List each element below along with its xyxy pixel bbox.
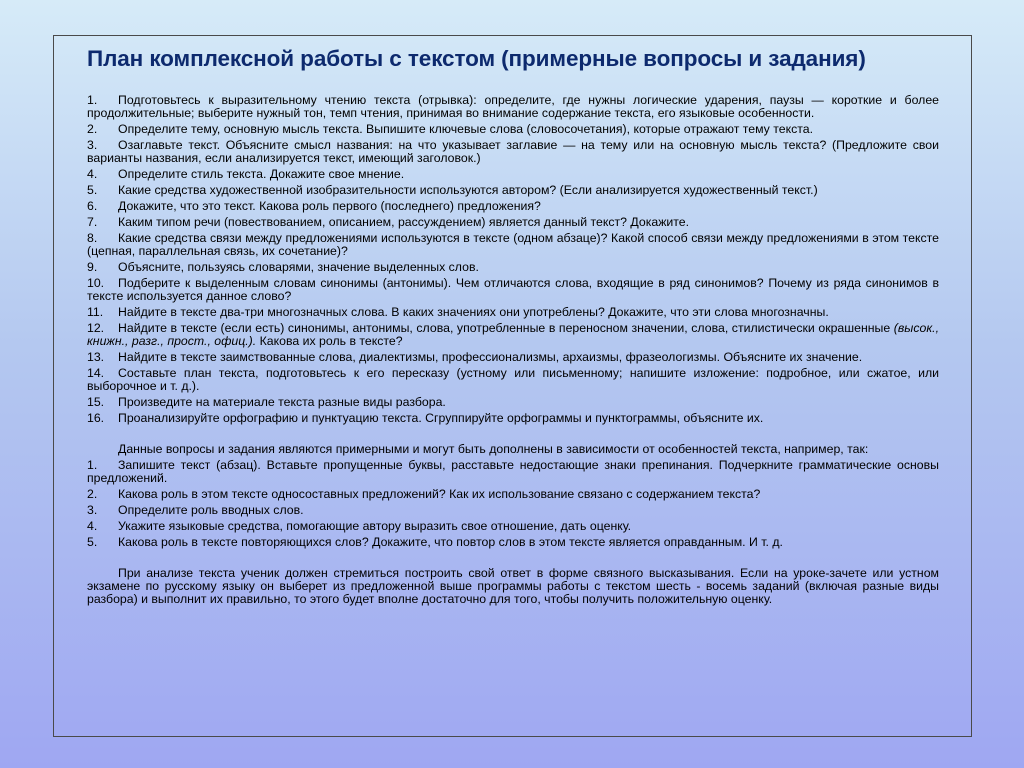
list-item: 16. Проанализируйте орфографию и пунктуацию текста. Сгруппируйте орфограммы и пунктограммы, объясните их.	[87, 411, 764, 425]
questions-list	[87, 94, 939, 425]
list-item: 7. Каким типом речи (повествованием, описанием, рассуждением) является данный текст? Докажите.	[87, 215, 690, 229]
list-item: 5. Какие средства художественной изобразительности используются автором? (Если анализируется художественный текст.)	[87, 183, 818, 197]
conclusion-paragraph: При анализе текста ученик должен стремиться построить свой ответ в форме связного высказывания. Если на уроке-зачете или устном экзамене по русскому языку он выберет из предложенной выше программы работы с текстом шесть - восемь заданий (включая разные виды разбора) и выполнит их правильно, то этого будет вполне достаточно для того, чтобы получить положительную оценку.	[87, 566, 939, 606]
spacer	[87, 428, 939, 443]
spacer	[87, 552, 939, 567]
list-item: 11. Найдите в тексте два-три многозначных слова. В каких значениях они употреблены? Докажите, что эти слова многозначны.	[87, 305, 829, 319]
list-item: 1. Запишите текст (абзац). Вставьте пропущенные буквы, расставьте недостающие знаки препинания. Подчеркните грамматические основы предложений.	[87, 458, 939, 485]
list-item: 3. Озаглавьте текст. Объясните смысл названия: на что указывает заглавие — на тему или на основную мысль текста? (Предложите свои варианты названия, если анализируется текст, имеющий заголовок.)	[87, 138, 939, 165]
list-item: 4. Определите стиль текста. Докажите свое мнение.	[87, 167, 405, 181]
list-item: 1. Подготовьтесь к выразительному чтению текста (отрывка): определите, где нужны логические ударения, паузы — короткие и более продолжительные; выберите нужный тон, темп чтения, принимая во внимание содержание текста, его языковые особенности.	[87, 93, 939, 120]
list-item: 6. Докажите, что это текст. Какова роль первого (последнего) предложения?	[87, 199, 541, 213]
list-item: 3. Определите роль вводных слов.	[87, 503, 304, 517]
list-item: 2. Определите тему, основную мысль текста. Выпишите ключевые слова (словосочетания), которые отражают тему текста.	[87, 122, 813, 136]
page-title: План комплексной работы с текстом (примерные вопросы и задания)	[87, 46, 866, 71]
list-item: 9. Объясните, пользуясь словарями, значение выделенных слов.	[87, 260, 479, 274]
list-item: 13. Найдите в тексте заимствованные слова, диалектизмы, профессионализмы, архаизмы, фразеологизмы. Объясните их значение.	[87, 350, 863, 364]
list-item: 8. Какие средства связи между предложениями используются в тексте (одном абзаце)? Какой способ связи между предложениями в этом тексте (цепная, параллельная связь, их сочетание)?	[87, 231, 939, 258]
supplement-intro: Данные вопросы и задания являются примерными и могут быть дополнены в зависимости от особенностей текста, например, так:	[118, 442, 869, 456]
list-item: 5. Какова роль в тексте повторяющихся слов? Докажите, что повтор слов в этом тексте является оправданным. И т. д.	[87, 535, 783, 549]
slide-content	[87, 94, 939, 606]
supplement-list	[87, 459, 939, 549]
list-item: 10. Подберите к выделенным словам синонимы (антонимы). Чем отличаются слова, входящие в ряд синонимов? Почему из ряда синонимов в тексте используется данное слово?	[87, 276, 939, 303]
list-item: 12. Найдите в тексте (если есть) синонимы, антонимы, слова, употребленные в переносном значении, слова, стилистически окрашенные (высок., книжн., разг., прост., офиц.). Какова их роль в тексте?	[87, 321, 939, 348]
slide-frame	[53, 35, 972, 737]
list-item: 4. Укажите языковые средства, помогающие автору выразить свое отношение, дать оценку.	[87, 519, 632, 533]
list-item: 15. Произведите на материале текста разные виды разбора.	[87, 395, 446, 409]
list-item: 2. Какова роль в этом тексте односоставных предложений? Как их использование связано с содержанием текста?	[87, 487, 761, 501]
list-item: 14. Составьте план текста, подготовьтесь к его пересказу (устному или письменному; напишите изложение: подробное, или сжатое, или выборочное и т. д.).	[87, 366, 939, 393]
